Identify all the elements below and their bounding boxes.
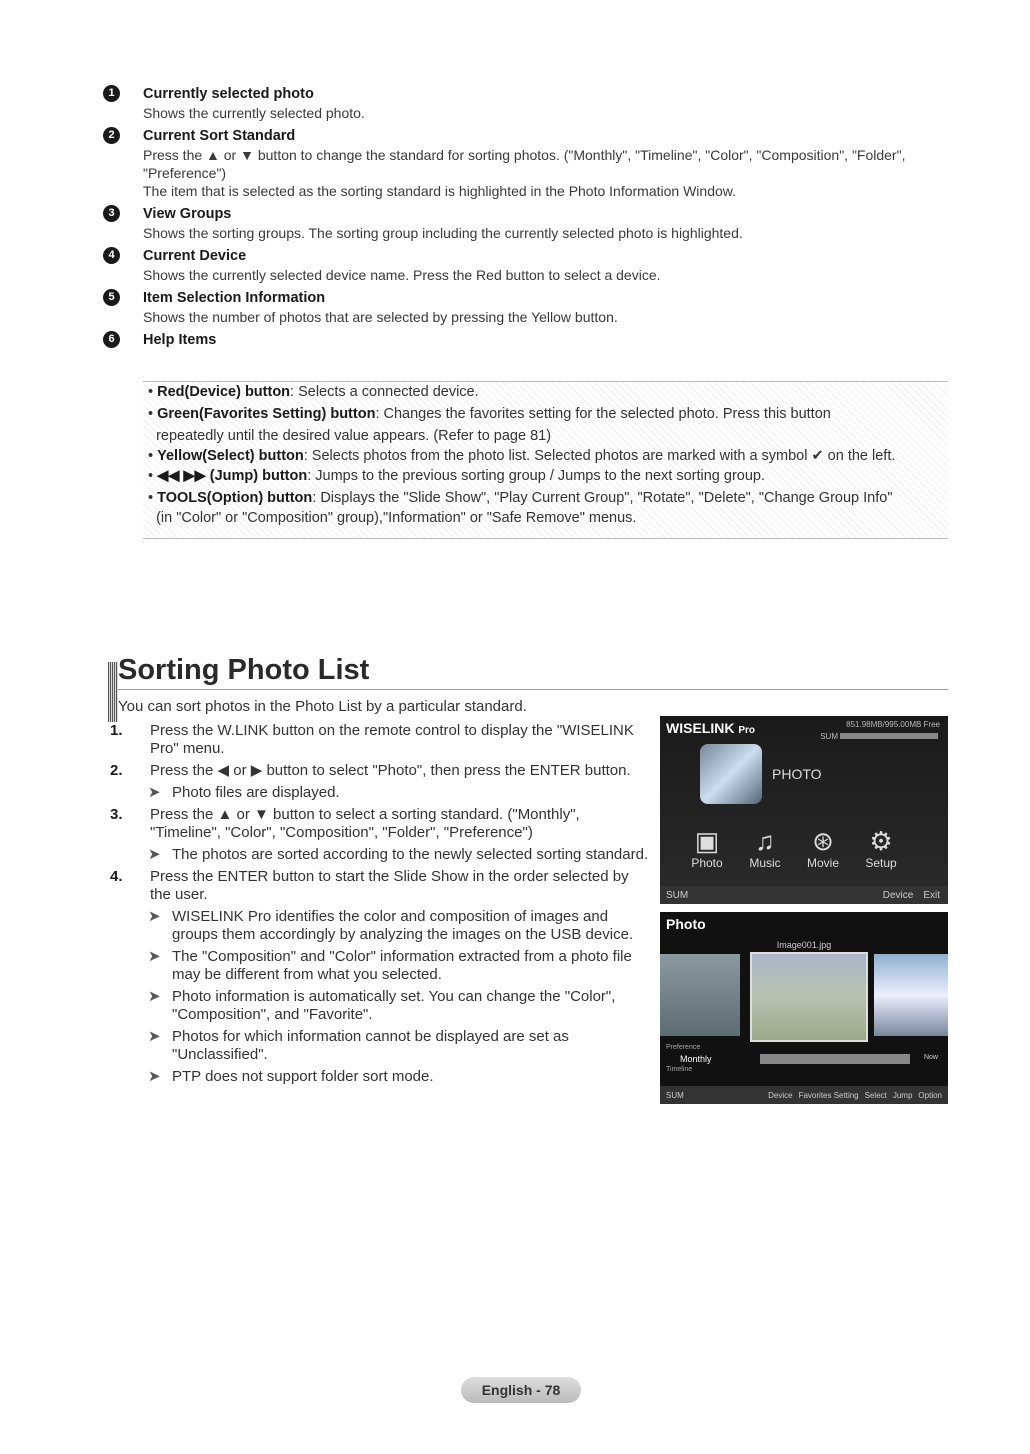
- group-bar: [760, 1054, 910, 1064]
- note-text: PTP does not support folder sort mode.: [172, 1068, 434, 1085]
- item-number: 2: [103, 127, 120, 144]
- item-description: Shows the sorting groups. The sorting group including the currently selected photo is highlighted.: [143, 225, 743, 241]
- item-number: 3: [103, 205, 120, 222]
- item-description: Shows the currently selected photo.: [143, 105, 365, 121]
- item-entry: [103, 288, 953, 326]
- step-list: [110, 722, 650, 1090]
- step: [110, 868, 650, 904]
- help-items-box: [143, 381, 948, 539]
- help-text: : Jumps to the previous sorting group / Jumps to the next sorting group.: [307, 468, 766, 484]
- menu-setup[interactable]: ⚙ Setup: [852, 826, 910, 870]
- help-text: : Changes the favorites setting for the selected photo. Press this button: [375, 406, 831, 422]
- prev-thumbnail[interactable]: [660, 954, 740, 1036]
- screen1-bottom-bar: SUM Device Exit: [660, 886, 948, 904]
- sort-standard: Monthly: [680, 1054, 712, 1064]
- note-text: Photo information is automatically set. You can change the "Color", "Composition", and "Favorite".: [172, 988, 616, 1023]
- item-title: Currently selected photo: [143, 86, 314, 102]
- page-footer: English - 78: [461, 1377, 581, 1403]
- step-text: Press the ▲ or ▼ button to select a sorting standard. ("Monthly", "Timeline", "Color", "Composition", "Folder", "Preference"): [150, 806, 580, 841]
- section-title: Sorting Photo List: [118, 654, 370, 686]
- next-thumbnail[interactable]: [874, 954, 948, 1036]
- item-list: [103, 84, 953, 354]
- help-item: • TOOLS(Option) button: Displays the "Slide Show", "Play Current Group", "Rotate", "Delete", "Change Group Info": [148, 490, 893, 506]
- help-button-label: ◀◀ ▶▶ (Jump) button: [157, 468, 308, 484]
- storage-info: 851.98MB/995.00MB Free: [846, 720, 940, 729]
- help-text: : Displays the "Slide Show", "Play Current Group", "Rotate", "Delete", "Change Group Info": [312, 490, 893, 506]
- step-note: [110, 1068, 650, 1086]
- step-note: [110, 948, 650, 984]
- note-arrow-icon: ➤: [148, 1068, 161, 1085]
- item-title: Item Selection Information: [143, 290, 326, 306]
- item-entry: [103, 246, 953, 284]
- help-button-label: TOOLS(Option) button: [157, 490, 313, 506]
- photo-icon: ▣: [694, 826, 720, 856]
- film-reel-icon: ⊛: [812, 826, 834, 856]
- item-title: Current Sort Standard: [143, 128, 296, 144]
- item-description: Shows the currently selected device name. Press the Red button to select a device.: [143, 267, 661, 283]
- item-number: 5: [103, 289, 120, 306]
- note-text: Photos for which information cannot be displayed are set as "Unclassified".: [172, 1028, 569, 1063]
- step: [110, 722, 650, 758]
- item-entry: [103, 330, 953, 350]
- help-item: • Red(Device) button: Selects a connected device.: [148, 384, 479, 400]
- note-arrow-icon: ➤: [148, 988, 161, 1005]
- step: [110, 762, 650, 780]
- note-arrow-icon: ➤: [148, 1028, 161, 1045]
- step-number: 1.: [110, 722, 123, 739]
- help-item: [148, 510, 636, 526]
- help-text: : Selects a connected device.: [290, 384, 479, 400]
- timeline-label: Timeline: [666, 1066, 693, 1073]
- step-text: Press the W.LINK button on the remote control to display the "WISELINK Pro" menu.: [150, 722, 634, 757]
- current-thumbnail[interactable]: [750, 952, 868, 1042]
- menu-photo[interactable]: ▣ Photo: [678, 826, 736, 870]
- item-entry: [103, 126, 953, 200]
- help-text: repeatedly until the desired value appears. (Refer to page 81): [156, 428, 552, 444]
- help-button-label: Yellow(Select) button: [157, 448, 304, 464]
- note-text: WISELINK Pro identifies the color and composition of images and groups them accordingly by analyzing the images on the USB device.: [172, 908, 634, 943]
- item-title: Help Items: [143, 332, 217, 348]
- photo-list-screenshot: [660, 912, 948, 1104]
- item-entry: [103, 84, 953, 122]
- step-note: [110, 988, 650, 1024]
- step-note: [110, 1028, 650, 1064]
- pref-label: Preference: [666, 1044, 701, 1051]
- help-text: (in "Color" or "Composition" group),"Information" or "Safe Remove" menus.: [156, 510, 637, 526]
- help-button-label: Red(Device) button: [157, 384, 291, 400]
- item-description: Press the ▲ or ▼ button to change the standard for sorting photos. ("Monthly", "Timeline", "Color", "Composition", "Folder", "Preference") The item that is selected as the sorting standard is highlighted in the Photo Information Window.: [143, 147, 906, 199]
- item-description: Shows the number of photos that are selected by pressing the Yellow button.: [143, 309, 618, 325]
- photo-title: Photo: [666, 916, 706, 932]
- help-text: : Selects photos from the photo list. Selected photos are marked with a symbol ✔ on the left.: [303, 448, 896, 464]
- note-text: The photos are sorted according to the newly selected sorting standard.: [172, 846, 649, 863]
- section-marker: [108, 662, 118, 722]
- step-text: Press the ENTER button to start the Slide Show in the order selected by the user.: [150, 868, 629, 903]
- step-number: 2.: [110, 762, 123, 779]
- menu-icons: [678, 826, 910, 870]
- item-title: View Groups: [143, 206, 232, 222]
- step-note: [110, 784, 650, 802]
- step-note: [110, 846, 650, 864]
- note-text: The "Composition" and "Color" information extracted from a photo file may be different from what you selected.: [172, 948, 632, 983]
- wiselink-brand: WISELINK Pro: [666, 720, 756, 736]
- device-name: SUM: [820, 732, 838, 741]
- step-number: 4.: [110, 868, 123, 885]
- section-divider: [118, 689, 948, 690]
- item-number: 6: [103, 331, 120, 348]
- step-number: 3.: [110, 806, 123, 823]
- current-menu-label: PHOTO: [772, 766, 822, 782]
- step-note: [110, 908, 650, 944]
- wiselink-menu-screenshot: [660, 716, 948, 904]
- file-name: Image001.jpg: [776, 940, 832, 950]
- step-text: Press the ◀ or ▶ button to select "Photo", then press the ENTER button.: [150, 762, 631, 779]
- item-number: 1: [103, 85, 120, 102]
- note-arrow-icon: ➤: [148, 908, 161, 925]
- note-arrow-icon: ➤: [148, 784, 161, 801]
- step: [110, 806, 650, 842]
- menu-movie[interactable]: ⊛ Movie: [794, 826, 852, 870]
- help-item: • Yellow(Select) button: Selects photos from the photo list. Selected photos are marked with a symbol ✔ on the left.: [148, 448, 896, 464]
- gear-icon: ⚙: [869, 826, 893, 856]
- note-arrow-icon: ➤: [148, 948, 161, 965]
- help-item: [148, 428, 551, 444]
- note-text: Photo files are displayed.: [172, 784, 340, 801]
- section-intro: You can sort photos in the Photo List by a particular standard.: [118, 698, 527, 715]
- photo-icon-large: [700, 744, 762, 804]
- screen2-bottom-bar: SUM Device Favorites Setting Select Jump Option: [660, 1086, 948, 1104]
- item-entry: [103, 204, 953, 242]
- music-icon: ♫: [755, 826, 775, 856]
- help-item: • Green(Favorites Setting) button: Changes the favorites setting for the selected photo. Press this button: [148, 406, 831, 422]
- menu-music[interactable]: ♫ Music: [736, 826, 794, 870]
- item-title: Current Device: [143, 248, 247, 264]
- help-button-label: Green(Favorites Setting) button: [157, 406, 376, 422]
- item-number: 4: [103, 247, 120, 264]
- storage-bar: [840, 733, 938, 739]
- help-item: • ◀◀ ▶▶ (Jump) button: Jumps to the previous sorting group / Jumps to the next sorting group.: [148, 468, 766, 484]
- note-arrow-icon: ➤: [148, 846, 161, 863]
- now-label: Now: [923, 1054, 938, 1061]
